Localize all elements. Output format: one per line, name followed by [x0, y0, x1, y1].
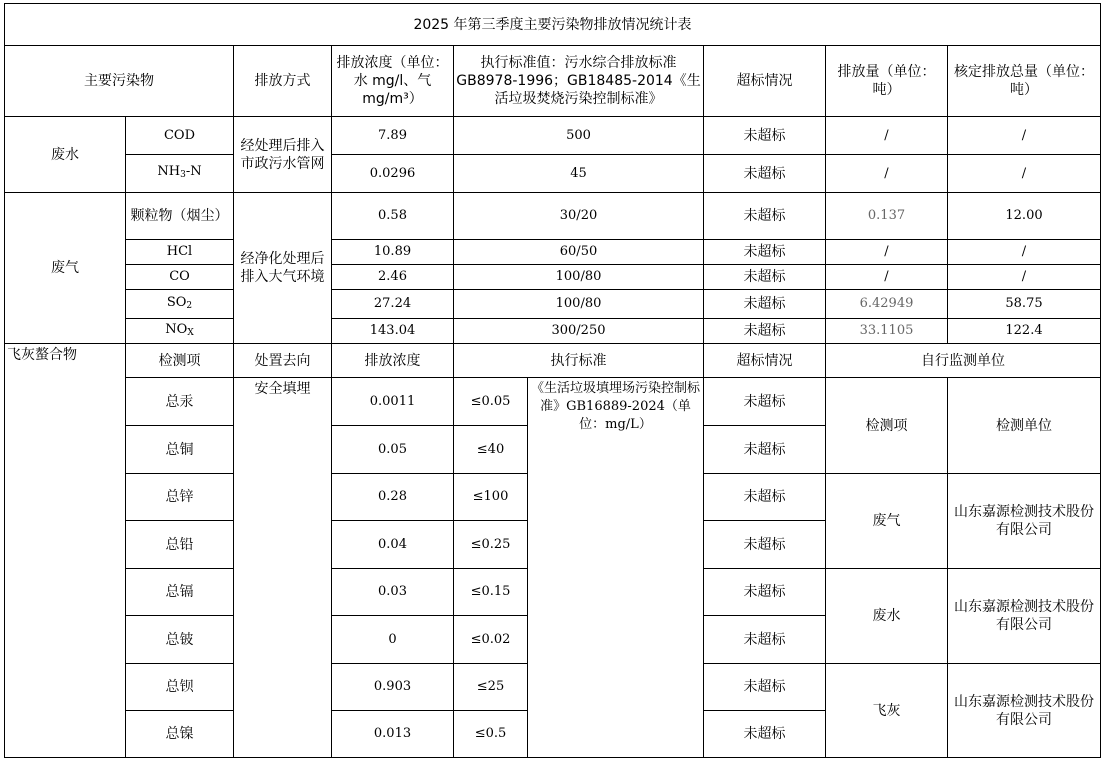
exceed-status: 未超标 — [704, 240, 826, 265]
pollutant-name: $SO_2$ — [126, 290, 234, 319]
standard-value: 300/250 — [454, 319, 704, 344]
concentration-value: 2.46 — [332, 265, 454, 290]
header-pollutant: 主要污染物 — [5, 46, 234, 117]
amount-value: / — [826, 155, 948, 193]
header-exceed: 超标情况 — [704, 46, 826, 117]
concentration-value: 27.24 — [332, 290, 454, 319]
emission-table — [4, 3, 1101, 758]
exceed-status: 未超标 — [704, 290, 826, 319]
approved-value: 58.75 — [948, 290, 1101, 319]
wastewater-method: 经处理后排入市政污水管网 — [234, 117, 332, 193]
flyash-header-disposal: 处置去向 — [234, 344, 332, 378]
approved-value: 12.00 — [948, 193, 1101, 240]
exceed-status: 未超标 — [704, 319, 826, 344]
flyash-conc: 0.903 — [332, 664, 454, 711]
approved-value: 122.4 — [948, 319, 1101, 344]
exceed-status: 未超标 — [704, 616, 826, 664]
flyash-limit: ≤40 — [454, 426, 528, 474]
concentration-value: 10.89 — [332, 240, 454, 265]
flyash-item-name: 总镍 — [126, 711, 234, 758]
flyash-limit: ≤0.5 — [454, 711, 528, 758]
flyash-limit: ≤100 — [454, 474, 528, 521]
concentration-value: 143.04 — [332, 319, 454, 344]
concentration-value: 7.89 — [332, 117, 454, 155]
exceed-status: 未超标 — [704, 711, 826, 758]
exceed-status: 未超标 — [704, 265, 826, 290]
header-amount: 排放量（单位：吨） — [826, 46, 948, 117]
flyash-conc: 0 — [332, 616, 454, 664]
flyash-conc: 0.013 — [332, 711, 454, 758]
amount-value: 0.137 — [826, 193, 948, 240]
flyash-conc: 0.04 — [332, 521, 454, 569]
flyash-header-monitor: 自行监测单位 — [826, 344, 1101, 378]
exceed-status: 未超标 — [704, 569, 826, 616]
pollutant-name: $NH_3-N$ — [126, 155, 234, 193]
flyash-limit: ≤25 — [454, 664, 528, 711]
amount-value: 6.42949 — [826, 290, 948, 319]
standard-value: 60/50 — [454, 240, 704, 265]
approved-value: / — [948, 265, 1101, 290]
flyash-header-item: 检测项 — [126, 344, 234, 378]
flyash-item-name: 总铍 — [126, 616, 234, 664]
flyash-header-conc: 排放浓度 — [332, 344, 454, 378]
flyash-disposal: 安全填埋 — [234, 378, 332, 758]
exhaust-method: 经净化处理后排入大气环境 — [234, 193, 332, 344]
exceed-status: 未超标 — [704, 155, 826, 193]
approved-value: / — [948, 117, 1101, 155]
standard-value: 30/20 — [454, 193, 704, 240]
standard-value: 500 — [454, 117, 704, 155]
pollutant-name: 颗粒物（烟尘） — [126, 193, 234, 240]
flyash-limit: ≤0.25 — [454, 521, 528, 569]
standard-value: 45 — [454, 155, 704, 193]
wastewater-label: 废水 — [5, 117, 126, 193]
flyash-item-name: 总钡 — [126, 664, 234, 711]
exceed-status: 未超标 — [704, 664, 826, 711]
pollutant-name: HCl — [126, 240, 234, 265]
amount-value: / — [826, 117, 948, 155]
flyash-item-name: 总锌 — [126, 474, 234, 521]
approved-value: / — [948, 240, 1101, 265]
flyash-conc: 0.28 — [332, 474, 454, 521]
flyash-item-name: 总镉 — [126, 569, 234, 616]
monitor-item: 飞灰 — [826, 664, 948, 758]
header-method: 排放方式 — [234, 46, 332, 117]
monitor-item-header: 检测项 — [826, 378, 948, 474]
monitor-unit: 山东嘉源检测技术股份有限公司 — [948, 474, 1101, 569]
monitor-item: 废气 — [826, 474, 948, 569]
amount-value: / — [826, 265, 948, 290]
flyash-limit: ≤0.15 — [454, 569, 528, 616]
amount-value: / — [826, 240, 948, 265]
header-standard: 执行标准值：污水综合排放标准GB8978-1996；GB18485-2014《生活垃圾焚烧污染控制标准》 — [454, 46, 704, 117]
exceed-status: 未超标 — [704, 426, 826, 474]
flyash-item-name: 总铅 — [126, 521, 234, 569]
exceed-status: 未超标 — [704, 193, 826, 240]
exhaust-label: 废气 — [5, 193, 126, 344]
monitor-unit: 山东嘉源检测技术股份有限公司 — [948, 569, 1101, 664]
flyash-conc: 0.05 — [332, 426, 454, 474]
flyash-header-exceed: 超标情况 — [704, 344, 826, 378]
flyash-conc: 0.03 — [332, 569, 454, 616]
pollutant-name: COD — [126, 117, 234, 155]
standard-value: 100/80 — [454, 265, 704, 290]
flyash-item-name: 总汞 — [126, 378, 234, 426]
flyash-header-standard: 执行标准 — [454, 344, 704, 378]
flyash-limit: ≤0.02 — [454, 616, 528, 664]
pollutant-name: CO — [126, 265, 234, 290]
exceed-status: 未超标 — [704, 521, 826, 569]
standard-value: 100/80 — [454, 290, 704, 319]
concentration-value: 0.58 — [332, 193, 454, 240]
monitor-item: 废水 — [826, 569, 948, 664]
monitor-unit: 山东嘉源检测技术股份有限公司 — [948, 664, 1101, 758]
pollutant-name: $NO_X$ — [126, 319, 234, 344]
exceed-status: 未超标 — [704, 378, 826, 426]
flyash-label: 飞灰螯合物 — [5, 344, 126, 758]
table-title: 2025 年第三季度主要污染物排放情况统计表 — [5, 4, 1101, 46]
exceed-status: 未超标 — [704, 117, 826, 155]
concentration-value: 0.0296 — [332, 155, 454, 193]
flyash-conc: 0.0011 — [332, 378, 454, 426]
approved-value: / — [948, 155, 1101, 193]
flyash-item-name: 总铜 — [126, 426, 234, 474]
flyash-limit: ≤0.05 — [454, 378, 528, 426]
monitor-unit-header: 检测单位 — [948, 378, 1101, 474]
exceed-status: 未超标 — [704, 474, 826, 521]
flyash-standard: 《生活垃圾填埋场污染控制标准》GB16889-2024（单位：mg/L） — [528, 378, 704, 758]
header-concentration: 排放浓度（单位：水 mg/l、气 mg/m³） — [332, 46, 454, 117]
amount-value: 33.1105 — [826, 319, 948, 344]
header-approved: 核定排放总量（单位：吨） — [948, 46, 1101, 117]
